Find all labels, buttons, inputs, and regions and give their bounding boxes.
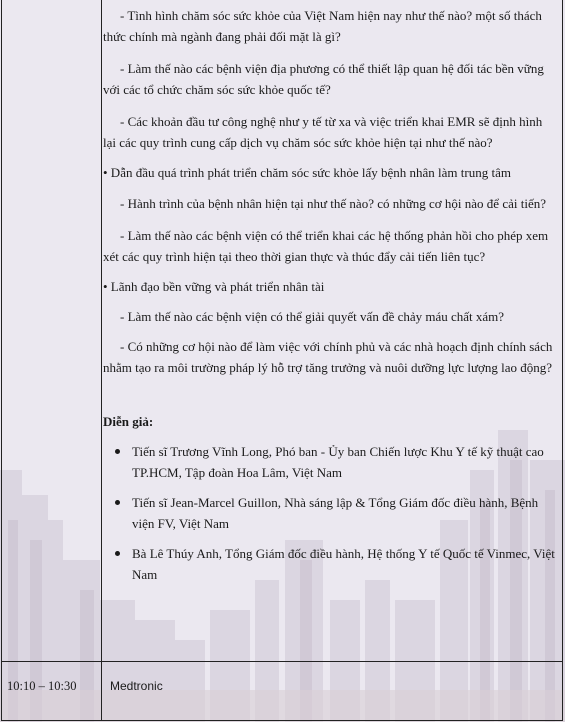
question-4: - Hành trình của bệnh nhân hiện tại như thế nào? có những cơ hội nào để cải tiến? xyxy=(120,196,546,211)
speaker-item xyxy=(103,543,555,585)
speaker-2: Tiến sĩ Jean-Marcel Guillon, Nhà sáng lập & Tổng Giám đốc điều hành, Bệnh viện FV, Việt Nam xyxy=(132,495,539,531)
speaker-item xyxy=(103,492,555,534)
speaker-3: Bà Lê Thúy Anh, Tổng Giám đốc điều hành, Hệ thống Y tế Quốc tế Vinmec, Việt Nam xyxy=(132,546,555,582)
session-time: 10:10 – 10:30 xyxy=(7,679,77,693)
speakers-heading: Diễn giả: xyxy=(103,414,154,429)
question-2: - Làm thế nào các bệnh viện địa phương có thể thiết lập quan hệ đối tác bền vững với các tổ chức chăm sóc sức khỏe quốc tế? xyxy=(103,61,544,97)
session-details xyxy=(103,0,555,585)
table-row-divider xyxy=(1,661,563,662)
question-5: - Làm thế nào các bệnh viện có thể triển khai các hệ thống phản hồi cho phép xem xét các quy trình hiện tại theo thời gian thực và thúc đẩy cải tiến liên tục? xyxy=(103,228,549,264)
topic-leadership: • Lãnh đạo bền vững và phát triển nhân tài xyxy=(103,279,325,294)
topic-patient-centered: • Dẫn đầu quá trình phát triển chăm sóc sức khỏe lấy bệnh nhân làm trung tâm xyxy=(103,165,511,180)
table-column-divider xyxy=(101,0,102,721)
table-border-right xyxy=(562,0,563,721)
bullet-icon xyxy=(115,449,120,454)
question-7: - Có những cơ hội nào để làm việc với chính phủ và các nhà hoạch định chính sách nhằm tạo ra môi trường pháp lý hỗ trợ tăng trưởng và nuôi dưỡng lực lượng lao động? xyxy=(103,339,553,375)
session-title: Medtronic xyxy=(110,679,163,693)
bullet-icon xyxy=(115,500,120,505)
table-border-bottom xyxy=(1,720,563,721)
table-border-left xyxy=(1,0,2,721)
speaker-1: Tiến sĩ Trương Vĩnh Long, Phó ban - Ủy ban Chiến lược Khu Y tế kỹ thuật cao TP.HCM, Tập đoàn Hoa Lâm, Việt Nam xyxy=(132,444,544,480)
question-6: - Làm thế nào các bệnh viện có thể giải quyết vấn đề chảy máu chất xám? xyxy=(120,309,505,324)
question-3: - Các khoản đầu tư công nghệ như y tế từ xa và việc triển khai EMR sẽ định hình lại các quy trình cung cấp dịch vụ chăm sóc sức khỏe hiện tại như thế nào? xyxy=(103,114,543,150)
speaker-item xyxy=(103,441,555,483)
bullet-icon xyxy=(115,551,120,556)
question-1: - Tình hình chăm sóc sức khỏe của Việt Nam hiện nay như thế nào? một số thách thức chính mà ngành đang phải đối mặt là gì? xyxy=(103,8,542,44)
speakers-list xyxy=(103,441,555,585)
